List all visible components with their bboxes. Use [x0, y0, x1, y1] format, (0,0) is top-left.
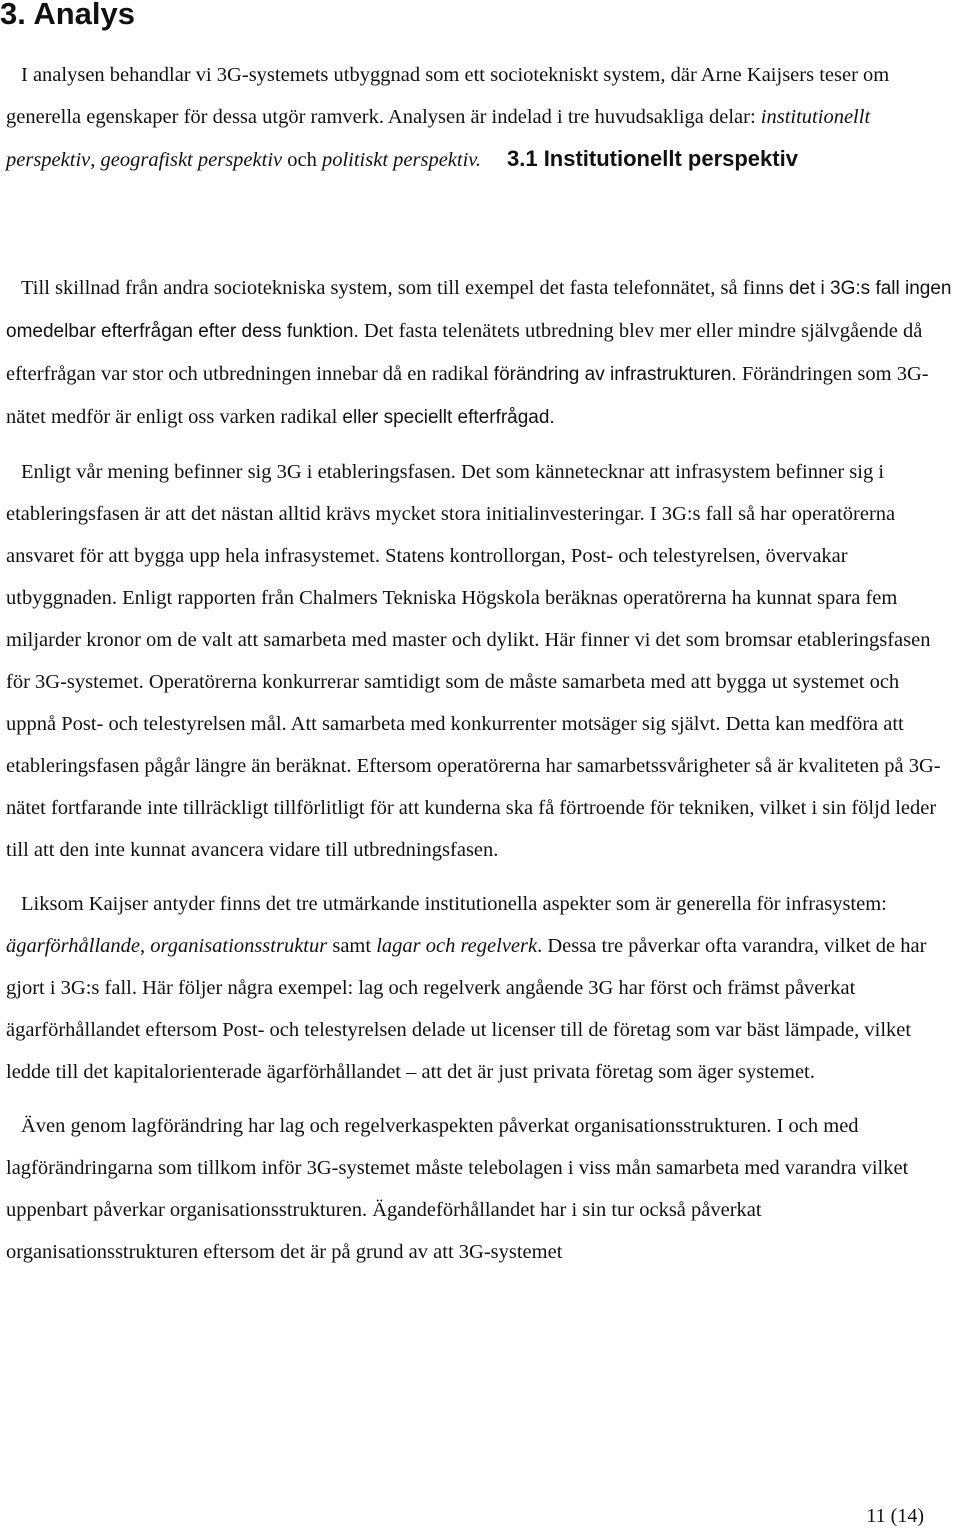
paragraph-1 — [6, 267, 954, 439]
paragraph-text: Förändringen som 3G-nätet medför är enligt oss varken radikal — [6, 363, 929, 428]
chapter-title: 3. Analys — [0, 0, 135, 31]
section-heading: 3.1 Institutionellt perspektiv — [507, 146, 798, 171]
emphasis-organization: organisationsstruktur — [150, 935, 328, 957]
emphasis-institutional: institutionellt perspektiv — [6, 105, 871, 171]
paragraph-text-sans: det i 3G:s fall ingen omedelbar efterfrågan efter dess funktion. — [6, 278, 952, 342]
paragraph-4: Även genom lagförändring har lag och regelverkaspekten påverkat organisationsstrukturen. I och med lagförändringarna som tillkom inför 3G-systemet måste telebolagen i viss mån samarbeta med varandra vilket uppenbart påverkar organisationsstrukturen. Ägandeförhållandet har i sin tur också påverkat organisationsstrukturen eftersom det är på grund av att 3G-systemet — [6, 1115, 909, 1263]
paragraph-text: . Dessa tre påverkar ofta varandra, vilket de har gjort i 3G:s fall. Här följer några exempel: lag och regelverk angående 3G har först och främst påverkat ägarförhållandet eftersom Post- och telestyrelsen delade ut licenser till de företag som var bäst lämpade, vilket ledde till det kapitalorienterade ägarförhållandet – att det är just privata företag som äger systemet. — [6, 935, 927, 1083]
emphasis-laws: lagar och regelverk — [376, 935, 538, 957]
paragraph-text-sans: eller speciellt efterfrågad. — [342, 407, 555, 428]
paragraph-text-sans: förändring av infrastrukturen. — [493, 364, 737, 385]
emphasis-geographic: geografiskt perspektiv — [100, 149, 283, 171]
page-number: 11 (14) — [866, 1505, 924, 1527]
emphasis-ownership: ägarförhållande — [6, 935, 141, 957]
intro-separator: , — [90, 149, 101, 171]
intro-paragraph — [6, 55, 954, 182]
section-body — [6, 267, 954, 1285]
intro-separator: och — [282, 149, 322, 171]
paragraph-text: Liksom Kaijser antyder finns det tre utmärkande institutionella aspekter som är generella för infrasystem: — [21, 893, 887, 915]
paragraph-2: Enligt vår mening befinner sig 3G i etableringsfasen. Det som kännetecknar att infrasystem befinner sig i etableringsfasen är att det nästan alltid krävs mycket stora initialinvesteringar. I 3G:s fall så har operatörerna ansvaret för att bygga upp hela infrasystemet. Statens kontrollorgan, Post- och telestyrelsen, övervakar utbyggnaden. Enligt rapporten från Chalmers Tekniska Högskola beräknas operatörerna ha kunnat spara fem miljarder kronor om de valt att samarbeta med master och dylikt. Här finner vi det som bromsar etableringsfasen för 3G-systemet. Operatörerna konkurrerar samtidigt som de måste samarbeta med att bygga ut systemet och uppnå Post- och telestyrelsen mål. Att samarbeta med konkurrenter motsäger sig självt. Detta kan medföra att etableringsfasen pågår längre än beräknat. Eftersom operatörerna har samarbetssvårigheter så är kvaliteten på 3G-nätet fortfarande inte tillräckligt tillförlitligt för att kunderna ska få förtroende för tekniken, vilket i sin följd leder till att den inte kunnat avancera vidare till utbredningsfasen. — [6, 461, 941, 861]
paragraph-separator: samt — [327, 935, 377, 957]
paragraph-text: Till skillnad från andra sociotekniska system, som till exempel det fasta telefonnätet, så finns — [21, 277, 789, 299]
paragraph-text: Det fasta telenätets utbredning blev mer eller mindre självgående då efterfrågan var stor och utbredningen innebar då en radikal — [6, 320, 923, 385]
intro-lead-text: I analysen behandlar vi 3G-systemets utbyggnad som ett sociotekniskt system, där Arne Kaijsers teser om generella egenskaper för dessa utgör ramverk. Analysen är indelad i tre huvudsakliga delar: — [6, 64, 890, 128]
paragraph-separator: , — [140, 935, 151, 957]
emphasis-political: politiskt perspektiv. — [321, 149, 481, 171]
paragraph-3 — [6, 883, 954, 1093]
